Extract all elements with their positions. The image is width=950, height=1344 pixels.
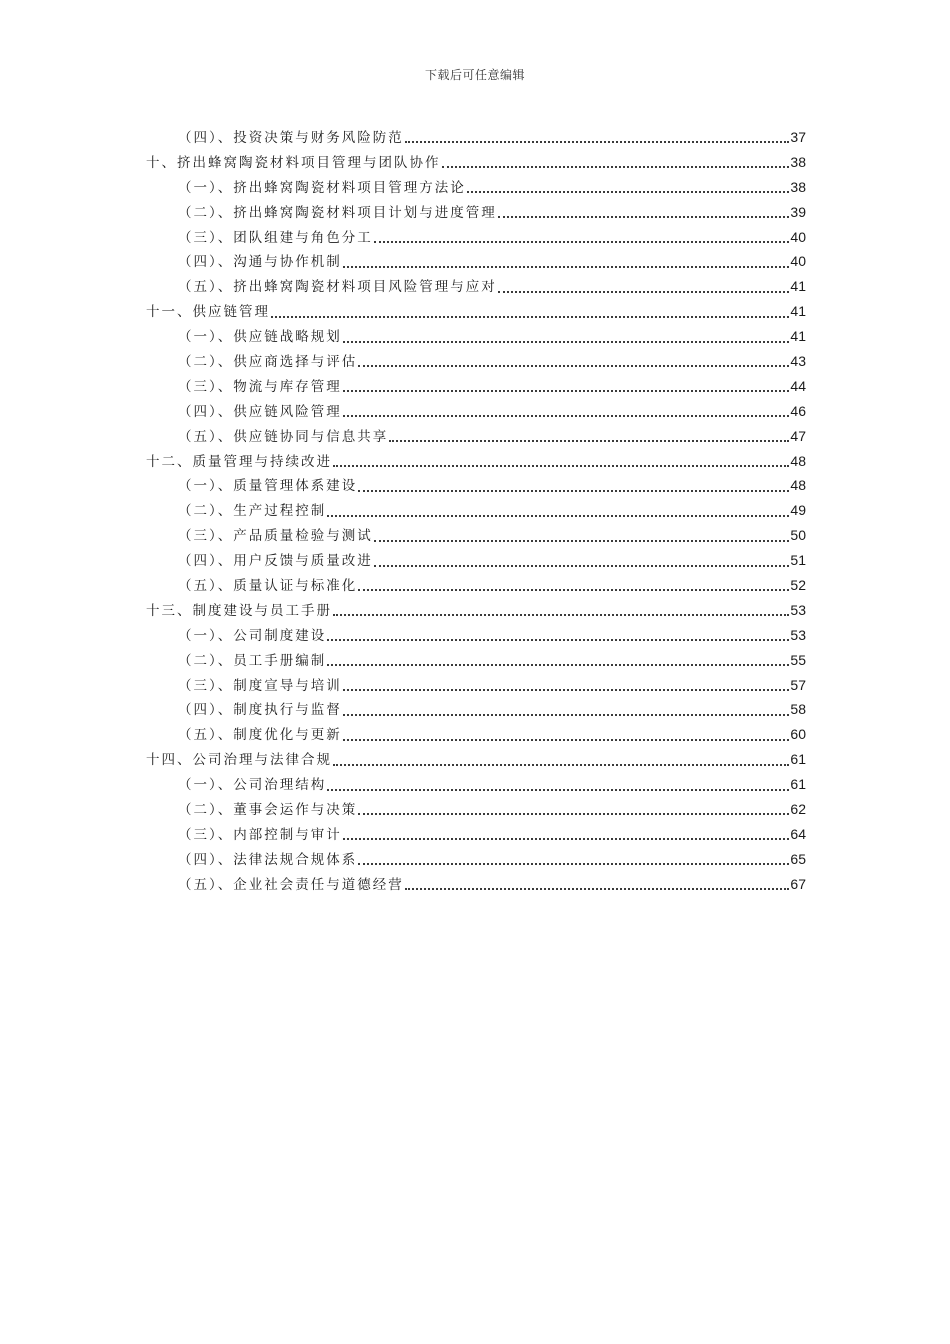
toc-entry-title: 十、挤出蜂窝陶瓷材料项目管理与团队协作: [146, 154, 441, 171]
toc-dot-leader: [327, 631, 789, 643]
toc-page-number: 40: [790, 228, 806, 245]
toc-page-number: 37: [790, 129, 806, 145]
header-note: 下载后可任意编辑: [424, 68, 525, 82]
toc-entry-title: （二）、供应商选择与评估: [178, 354, 358, 371]
toc-dot-leader: [343, 681, 790, 693]
toc-page-number: 61: [790, 751, 806, 768]
toc-section-entry[interactable]: [146, 797, 806, 822]
toc-dot-leader: [374, 532, 790, 544]
toc-page-number: 55: [790, 651, 806, 668]
toc-section-entry[interactable]: [146, 473, 806, 498]
toc-page-number: 67: [790, 875, 806, 892]
toc-entry-title: （一）、供应链战略规划: [178, 329, 342, 346]
toc-entry-title: （四）、投资决策与财务风险防范: [178, 130, 404, 146]
toc-entry-title: （二）、生产过程控制: [178, 503, 327, 520]
toc-section-entry[interactable]: [146, 548, 806, 573]
toc-section-entry[interactable]: [146, 648, 806, 673]
toc-entry-title: 十四、公司治理与法律合规: [146, 752, 332, 769]
toc-section-entry[interactable]: [146, 374, 806, 399]
toc-dot-leader: [343, 706, 790, 718]
toc-page-number: 41: [790, 328, 806, 345]
toc-dot-leader: [333, 756, 789, 768]
toc-section-entry[interactable]: [146, 349, 806, 374]
toc-entry-title: （三）、制度宣导与培训: [178, 677, 342, 694]
toc-section-entry[interactable]: [146, 324, 806, 349]
toc-entry-title: （三）、团队组建与角色分工: [178, 229, 373, 246]
toc-dot-leader: [343, 333, 790, 345]
toc-dot-leader: [327, 507, 789, 519]
toc-dot-leader: [333, 606, 789, 618]
toc-page-number: 53: [790, 601, 806, 618]
toc-dot-leader: [333, 457, 789, 469]
toc-section-entry[interactable]: [146, 399, 806, 424]
toc-dot-leader: [327, 656, 789, 668]
toc-section-entry[interactable]: [146, 697, 806, 722]
toc-page-number: 41: [790, 278, 806, 295]
toc-dot-leader: [343, 407, 790, 419]
toc-section-entry[interactable]: [146, 424, 806, 449]
toc-dot-leader: [343, 258, 790, 270]
toc-entry-title: （五）、挤出蜂窝陶瓷材料项目风险管理与应对: [178, 279, 497, 296]
toc-page-number: 41: [790, 303, 806, 320]
toc-section-entry[interactable]: [146, 872, 806, 897]
toc-page-number: 38: [790, 153, 806, 170]
toc-chapter-entry[interactable]: [146, 747, 806, 772]
toc-entry-title: （一）、公司治理结构: [178, 777, 327, 794]
toc-section-entry[interactable]: [146, 175, 806, 200]
toc-dot-leader: [389, 432, 789, 444]
toc-entry-title: （四）、制度执行与监督: [178, 702, 342, 719]
toc-dot-leader: [327, 781, 789, 793]
toc-entry-title: （一）、公司制度建设: [178, 627, 327, 644]
toc-section-entry[interactable]: [146, 498, 806, 523]
toc-chapter-entry[interactable]: [146, 598, 806, 623]
toc-section-entry[interactable]: [146, 847, 806, 872]
toc-page-number: 61: [790, 776, 806, 793]
toc-page-number: 50: [790, 527, 806, 544]
toc-dot-leader: [343, 731, 790, 743]
toc-entry-title: （五）、制度优化与更新: [178, 727, 342, 744]
toc-section-entry[interactable]: [146, 274, 806, 299]
toc-entry-title: （二）、员工手册编制: [178, 652, 327, 669]
toc-entry-title: 十三、制度建设与员工手册: [146, 602, 332, 619]
toc-entry-title: 十一、供应链管理: [146, 304, 270, 321]
toc-entry-title: 十二、质量管理与持续改进: [146, 453, 332, 470]
toc-entry-title: （三）、产品质量检验与测试: [178, 528, 373, 545]
toc-dot-leader: [358, 482, 789, 494]
toc-entry-title: （一）、挤出蜂窝陶瓷材料项目管理方法论: [178, 179, 466, 196]
toc-chapter-entry[interactable]: [146, 150, 806, 175]
toc-entry-title: （五）、供应链协同与信息共享: [178, 428, 389, 445]
toc-section-entry[interactable]: [146, 200, 806, 225]
toc-section-entry[interactable]: [146, 225, 806, 250]
toc-section-entry[interactable]: [146, 822, 806, 847]
toc-entry-title: （二）、挤出蜂窝陶瓷材料项目计划与进度管理: [178, 204, 497, 221]
toc-page-number: 47: [790, 427, 806, 444]
toc-dot-leader: [358, 805, 789, 817]
toc-page-number: 52: [790, 577, 806, 594]
toc-page-number: 49: [790, 502, 806, 519]
toc-page-number: 58: [790, 701, 806, 718]
toc-section-entry[interactable]: [146, 722, 806, 747]
toc-dot-leader: [358, 581, 789, 593]
toc-dot-leader: [374, 233, 790, 245]
toc-page-number: 48: [790, 452, 806, 469]
toc-page-number: 40: [790, 253, 806, 270]
toc-entry-title: （五）、质量认证与标准化: [178, 578, 358, 595]
toc-section-entry[interactable]: [146, 623, 806, 648]
toc-section-entry[interactable]: [146, 772, 806, 797]
toc-dot-leader: [343, 830, 790, 842]
toc-dot-leader: [498, 208, 790, 220]
toc-section-entry[interactable]: [146, 523, 806, 548]
toc-page-number: 39: [790, 203, 806, 220]
toc-entry-title: （四）、法律法规合规体系: [178, 851, 358, 868]
toc-chapter-entry[interactable]: [146, 449, 806, 474]
toc-section-entry[interactable]: [146, 249, 806, 274]
toc-page-number: 43: [790, 353, 806, 370]
toc-entry-title: （三）、内部控制与审计: [178, 826, 342, 843]
toc-dot-leader: [358, 357, 789, 369]
toc-dot-leader: [343, 382, 790, 394]
toc-page-number: 38: [790, 178, 806, 195]
toc-dot-leader: [358, 855, 789, 867]
toc-page-number: 48: [790, 477, 806, 494]
toc-entry-title: （四）、供应链风险管理: [178, 403, 342, 420]
toc-entry-title: （二）、董事会运作与决策: [178, 802, 358, 819]
toc-entry-title: （四）、用户反馈与质量改进: [178, 553, 373, 570]
toc-entry-title: （一）、质量管理体系建设: [178, 478, 358, 495]
toc-page-number: 44: [790, 377, 806, 394]
toc-entry-title: （五）、企业社会责任与道德经营: [178, 876, 404, 893]
toc-section-entry[interactable]: [146, 125, 806, 150]
toc-page-number: 62: [790, 801, 806, 818]
toc-dot-leader: [374, 557, 790, 569]
toc-dot-leader: [405, 133, 790, 145]
toc-entry-title: （四）、沟通与协作机制: [178, 254, 342, 271]
toc-page-number: 53: [790, 626, 806, 643]
toc-dot-leader: [271, 308, 789, 320]
toc-dot-leader: [498, 283, 790, 295]
toc-page-number: 64: [790, 825, 806, 842]
toc-page-number: 65: [790, 850, 806, 867]
toc-dot-leader: [405, 880, 790, 892]
toc-dot-leader: [467, 183, 790, 195]
toc-page-number: 60: [790, 726, 806, 743]
toc-dot-leader: [442, 158, 790, 170]
toc-page-number: 57: [790, 676, 806, 693]
toc-section-entry[interactable]: [146, 673, 806, 698]
table-of-contents: [146, 125, 806, 897]
toc-section-entry[interactable]: [146, 573, 806, 598]
toc-entry-title: （三）、物流与库存管理: [178, 378, 342, 395]
toc-page-number: 51: [790, 552, 806, 569]
toc-chapter-entry[interactable]: [146, 299, 806, 324]
toc-page-number: 46: [790, 402, 806, 419]
